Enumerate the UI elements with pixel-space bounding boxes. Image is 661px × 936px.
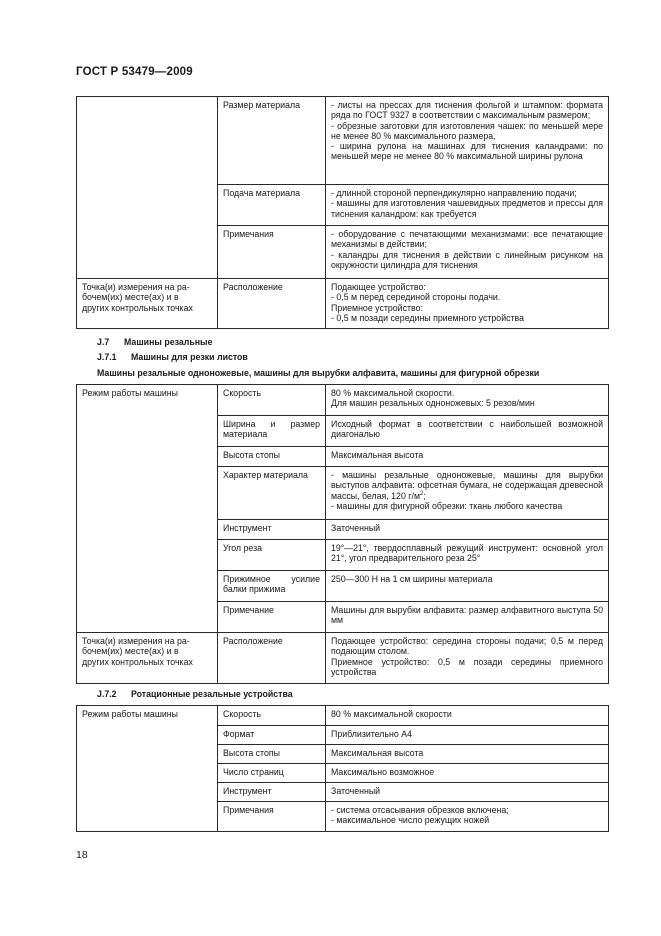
value-line: Подающее устройство: середина стороны подачи; 0,5 м перед подающим столом. — [331, 636, 603, 657]
value-line: - машины для фигурной обрезки: ткань любого качества — [331, 500, 563, 511]
value-line: - ширина рулона на машинах для тиснения каландрами: по меньшей мере не менее 80 % максимальной ширины рулона — [331, 141, 603, 162]
condition-cell — [77, 97, 218, 279]
condition-line: бочем(их) месте(ах) и в — [82, 292, 179, 303]
parameter-cell: Ширина и размер материала — [218, 416, 326, 447]
value-line: Подающее устройство: — [331, 282, 426, 292]
value-line: Заточенный — [331, 523, 381, 533]
conditions-table-continued — [76, 96, 609, 329]
table-row — [77, 385, 609, 416]
value-line: Максимальная высота — [331, 748, 424, 758]
condition-line: Режим работы машины — [82, 709, 178, 719]
condition-line: Режим работы машины — [82, 388, 178, 398]
parameter-cell: Высота стопы — [218, 745, 326, 764]
value-line: 80 % максимальной скорости. — [331, 388, 455, 398]
value-line: - обрезные заготовки для изготовления чашек: по меньшей мере не менее 80 % максимального размера, — [331, 120, 603, 141]
parameter-cell: Скорость — [218, 385, 326, 416]
condition-cell — [77, 385, 218, 633]
value-cell — [326, 745, 609, 764]
value-cell — [326, 802, 609, 832]
value-line: 19°—21°, твердосплавный режущий инструмент: основной угол 21°, угол предварительного реза 25° — [331, 543, 603, 564]
table-row — [77, 706, 609, 726]
value-line: - машины для изготовления чашевидных предметов и прессы для тиснения каландром: как требуется — [331, 198, 603, 219]
condition-cell — [77, 633, 218, 684]
table-row — [77, 279, 609, 329]
parameter-cell: Примечания — [218, 226, 326, 279]
value-cell — [326, 602, 609, 633]
value-cell — [326, 783, 609, 802]
value-cell — [326, 520, 609, 540]
value-line: - максимальное число режущих ножей — [331, 815, 490, 826]
parameter-cell: Размер материала — [218, 97, 326, 185]
table-row — [77, 97, 609, 185]
value-line: - листы на прессах для тиснения фольгой и штампом: формата ряда по ГОСТ 9327 в соответствии с максимальным размером; — [331, 100, 603, 121]
parameter-cell: Скорость — [218, 706, 326, 726]
value-line: Максимальная высота — [331, 450, 424, 460]
value-line: Приемное устройство: 0,5 м позади середины приемного устройства — [331, 656, 603, 677]
condition-line: бочем(их) месте(ах) и в — [82, 646, 179, 657]
value-line: Машины для вырубки алфавита: размер алфавитного выступа 50 мм — [331, 605, 603, 626]
parameter-cell: Расположение — [218, 279, 326, 329]
section-title: Машины для резки листов — [131, 352, 248, 362]
value-line: Заточенный — [331, 786, 381, 796]
value-line: - длинной стороной перпендикулярно направлению подачи; — [331, 188, 577, 198]
rotary-cutting-table — [76, 705, 609, 832]
parameter-cell: Число страниц — [218, 764, 326, 783]
sheet-cutting-table — [76, 384, 609, 684]
parameter-cell: Подача материала — [218, 185, 326, 226]
condition-line: других контрольных точках — [82, 656, 193, 667]
condition-line: Точка(и) измерения на ра- — [82, 636, 190, 646]
value-cell — [326, 279, 609, 329]
value-text: ; — [423, 490, 426, 501]
section-heading-j7 — [97, 337, 212, 347]
parameter-cell: Высота стопы — [218, 447, 326, 467]
parameter-cell: Прижимное усилие балки прижима — [218, 571, 326, 602]
value-line: Исходный формат в соответствии с наибольшей возможной диагональю — [331, 419, 603, 440]
condition-cell — [77, 279, 218, 329]
parameter-cell: Расположение — [218, 633, 326, 684]
value-line: Приемное устройство: — [331, 302, 423, 313]
value-line: - 0,5 м перед серединой стороны подачи. — [331, 292, 501, 303]
section-number: J.7.1 — [97, 352, 117, 362]
value-line: Максимально возможное — [331, 767, 435, 777]
value-line: - оборудование с печатающими механизмами: все печатающие механизмы в действии; — [331, 229, 603, 250]
parameter-cell: Угол реза — [218, 540, 326, 571]
value-cell — [326, 571, 609, 602]
page-header: ГОСТ Р 53479—2009 — [76, 66, 193, 78]
parameter-cell: Примечание — [218, 602, 326, 633]
value-cell — [326, 467, 609, 520]
value-cell — [326, 633, 609, 684]
parameter-cell: Примечания — [218, 802, 326, 832]
parameter-cell: Характер материала — [218, 467, 326, 520]
section-title: Ротационные резальные устройства — [131, 689, 293, 699]
condition-cell — [77, 706, 218, 832]
value-cell — [326, 416, 609, 447]
section-title: Машины резальные — [124, 337, 213, 347]
value-cell — [326, 97, 609, 185]
section-subtitle: Машины резальные одноножевые, машины для вырубки алфавита, машины для фигурной обрезки — [97, 368, 540, 378]
section-number: J.7 — [97, 337, 110, 347]
value-line: - каландры для тиснения в действии с линейным рисунком на окружности цилиндра для тиснения — [331, 249, 603, 270]
page-number: 18 — [76, 849, 88, 861]
superscript: 2 — [420, 490, 424, 497]
value-line — [331, 470, 603, 501]
table-row — [77, 633, 609, 684]
value-cell — [326, 706, 609, 726]
parameter-cell: Инструмент — [218, 783, 326, 802]
value-cell — [326, 385, 609, 416]
value-cell — [326, 447, 609, 467]
value-text: - машины резальные одноножевые, машины для вырубки выступов алфавита: офсетная бумага, не содержащая древесной массы, белая, 120 г/м — [331, 470, 603, 501]
section-number: J.7.2 — [97, 689, 117, 699]
value-cell — [326, 540, 609, 571]
value-line: 250—300 Н на 1 см ширины материала — [331, 574, 493, 584]
section-heading-j72 — [97, 689, 293, 699]
section-heading-j71 — [97, 352, 248, 362]
value-cell — [326, 226, 609, 279]
value-cell — [326, 726, 609, 745]
value-line: 80 % максимальной скорости — [331, 709, 452, 719]
value-line: Приблизительно А4 — [331, 729, 412, 739]
parameter-cell: Формат — [218, 726, 326, 745]
value-line: - система отсасывания обрезков включена; — [331, 805, 509, 815]
value-cell — [326, 185, 609, 226]
value-line: Для машин резальных одноножевых: 5 резов/мин — [331, 398, 535, 409]
value-line: - 0,5 м позади середины приемного устройства — [331, 312, 524, 323]
condition-line: Точка(и) измерения на ра- — [82, 282, 190, 292]
parameter-cell: Инструмент — [218, 520, 326, 540]
value-cell — [326, 764, 609, 783]
condition-line: других контрольных точках — [82, 302, 193, 313]
